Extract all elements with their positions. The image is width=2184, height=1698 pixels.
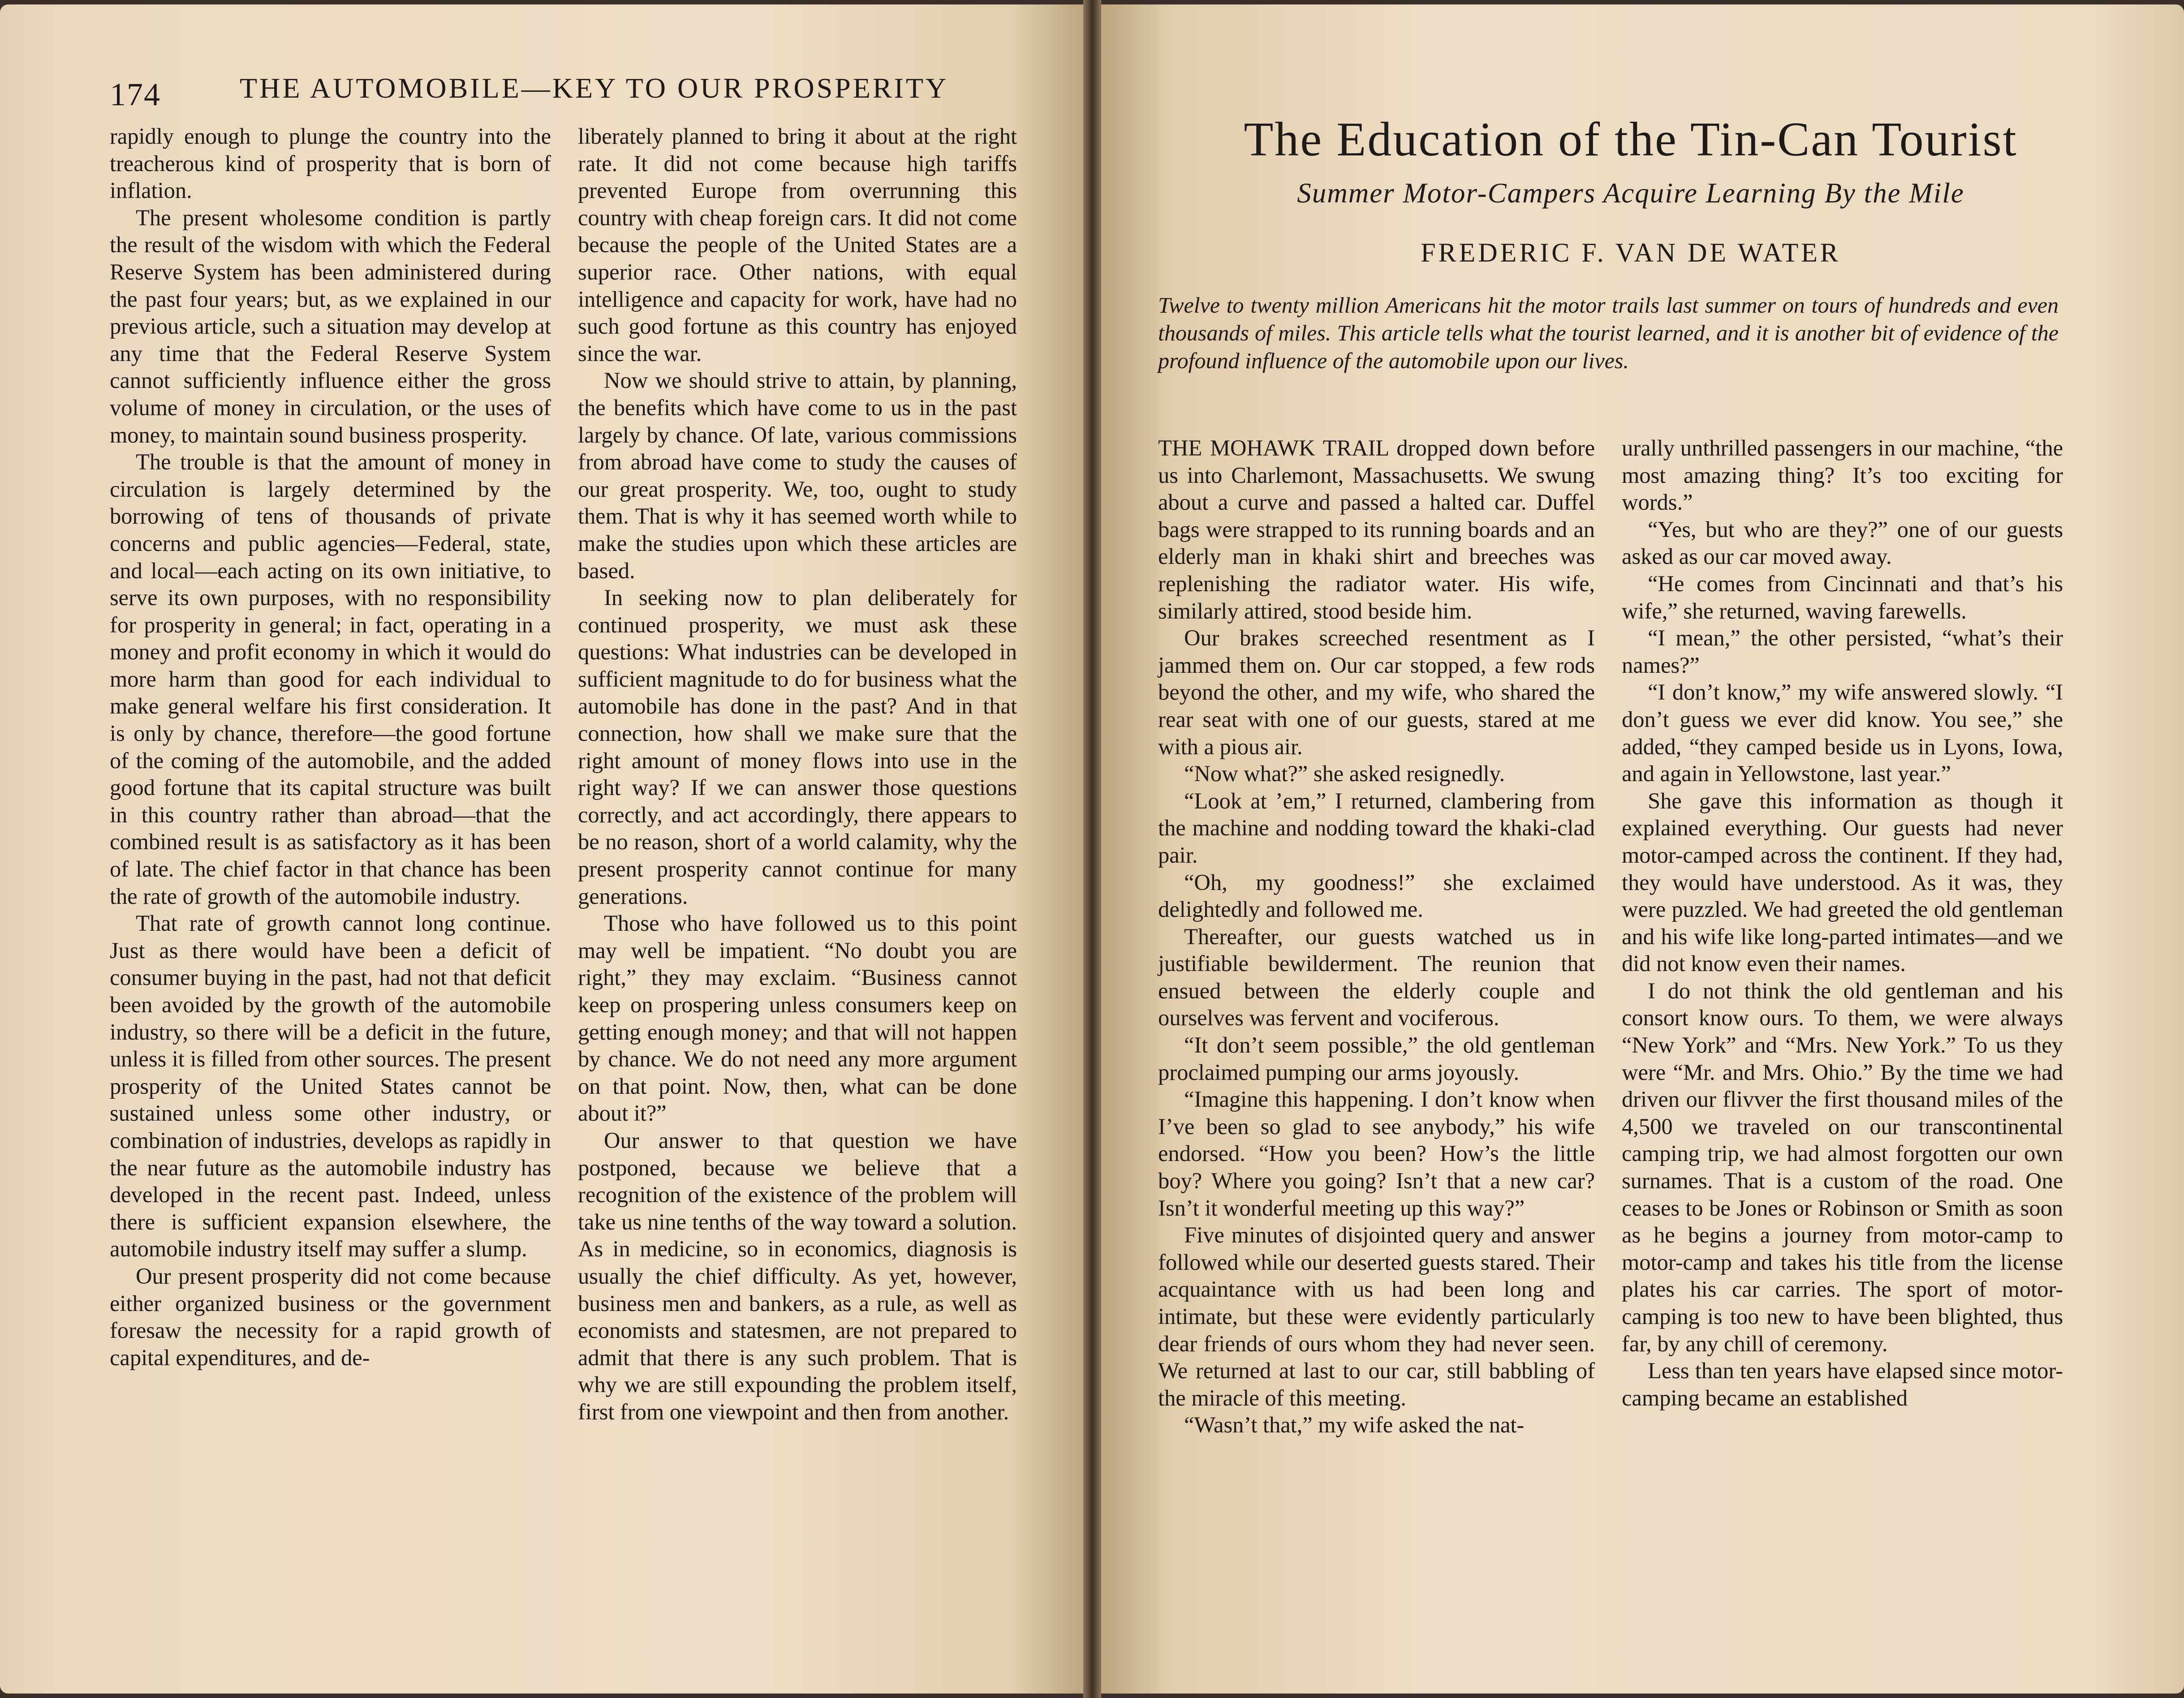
paragraph: “It don’t seem possible,” the old gentleman proclaimed pumping our arms joyously. bbox=[1158, 1032, 1595, 1085]
paragraph: rapidly enough to plunge the country into the treacherous kind of prosperity that is born of inflation. bbox=[110, 124, 551, 203]
running-head bbox=[110, 67, 1033, 116]
paragraph: “Now what?” she asked resignedly. bbox=[1184, 761, 1505, 787]
paragraph: “Oh, my goodness!” she exclaimed delightedly and followed me. bbox=[1158, 869, 1595, 922]
left-column-2 bbox=[578, 123, 1017, 1426]
paragraph: I do not think the old gentleman and his consort know ours. To them, we were always “New York” and “Mrs. New York.” To us they were “Mr. and Mrs. Ohio.” By the time we had driven our flivver the first thousand miles of the 4,500 we traveled on our transcontinental camping trip, we had almost forgotten our own surnames. That is a custom of the road. One ceases to be Jones or Robinson or Smith as soon as he begins a journey from motor-camp to motor-camp and takes his title from the license plates his car carries. The sport of motor-camping is too new to have been blighted, thus far, by any chill of ceremony. bbox=[1622, 978, 2063, 1356]
page-number: 174 bbox=[110, 77, 161, 112]
paragraph: Our brakes screeched resentment as I jammed them on. Our car stopped, a few rods beyond the other, and my wife, who shared the rear seat with one of our guests, stared at me with a pious air. bbox=[1158, 625, 1595, 759]
left-column-1 bbox=[110, 123, 551, 1371]
article-dek: Twelve to twenty million Americans hit the motor trails last summer on tours of hundreds and even thousands of miles. This article tells what the tourist learned, and it is another bit of evidence of the profound influence of the automobile upon our lives. bbox=[1158, 292, 2059, 373]
right-column-1 bbox=[1158, 434, 1595, 1439]
paragraph: liberately planned to bring it about at the right rate. It did not come because high tariffs prevented Europe from overrunning this country with cheap foreign cars. It did not come because the people of the United States are a superior race. Other nations, with equal intelligence and capacity for work, have had no such good fortune as this country has enjoyed since the war. bbox=[578, 124, 1017, 366]
paragraph: The trouble is that the amount of money in circulation is largely determined by the borrowing of tens of thousands of private concerns and public agencies—Federal, state, and local—each acting on its own initiative, to serve its own purposes, with no responsibility for prosperity in general; in fact, operating in a money and profit economy in which it would do more harm than good for each individual to make general welfare his first consideration. It is only by chance, therefore—the good fortune of the coming of the automobile, and the added good fortune that its capital structure was built in this country rather than abroad—that the combined result is as satisfactory as it has been of late. The chief factor in that chance has been the rate of growth of the automobile industry. bbox=[110, 449, 551, 909]
paragraph: urally unthrilled passengers in our machine, “the most amazing thing? It’s too exciting for words.” bbox=[1622, 435, 2063, 515]
paragraph: Our present prosperity did not come because either organized business or the government foresaw the necessity for a rapid growth of capital expenditures, and de- bbox=[110, 1263, 551, 1370]
paragraph: That rate of growth cannot long continue. Just as there would have been a deficit of consumer buying in the past, had not that deficit been avoided by the growth of the automobile industry, so there will be a deficit in the future, unless it is filled from other sources. The present prosperity of the United States cannot be sustained unless some other industry, or combination of industries, develops as rapidly in the near future as the automobile industry has developed in the recent past. Indeed, unless there is sufficient expansion elsewhere, the automobile industry itself may suffer a slump. bbox=[110, 911, 551, 1262]
paragraph: Less than ten years have elapsed since motor-camping became an established bbox=[1622, 1358, 2063, 1410]
paragraph: “Wasn’t that,” my wife asked the nat- bbox=[1184, 1412, 1525, 1438]
paragraph: Those who have followed us to this point may well be impatient. “No doubt you are right,” they may exclaim. “Business cannot keep on prospering unless consumers keep on getting enough money; and that will not happen by chance. We do not need any more argument on that point. Now, then, what can be done about it?” bbox=[578, 911, 1017, 1126]
paragraph: “I mean,” the other persisted, “what’s their names?” bbox=[1622, 625, 2063, 678]
paragraph: Thereafter, our guests watched us in justifiable bewilderment. The reunion that ensued between the elderly couple and ourselves was fervent and vociferous. bbox=[1158, 924, 1595, 1031]
book-gutter bbox=[1083, 0, 1101, 1698]
paragraph: Five minutes of disjointed query and answer followed while our deserted guests stared. Their acquaintance with us had been long and intimate, but these were evidently particularly dear friends of ours whom they had never seen. We returned at last to our car, still babbling of the miracle of this meeting. bbox=[1158, 1222, 1595, 1410]
running-head-title: THE AUTOMOBILE—KEY TO OUR PROSPERITY bbox=[240, 72, 949, 104]
paragraph: In seeking now to plan deliberately for continued prosperity, we must ask these questions: What industries can be developed in sufficient magnitude to do for business what the automobile has done in the past? And in that connection, how shall we make sure that the right amount of money flows into use in the right way? If we can answer those questions correctly, and act accordingly, there appears to be no reason, short of a world calamity, why the present prosperity cannot continue for many generations. bbox=[578, 585, 1017, 909]
left-page bbox=[0, 4, 1089, 1694]
right-column-2 bbox=[1622, 434, 2063, 1411]
article-subtitle: Summer Motor-Campers Acquire Learning By the Mile bbox=[1297, 177, 1964, 209]
article-title: The Education of the Tin-Can Tourist bbox=[1244, 113, 2018, 166]
paragraph: Our answer to that question we have postponed, because we believe that a recognition of the existence of the problem will take us nine tenths of the way toward a solution. As in medicine, so in economics, diagnosis is usually the chief difficulty. As yet, however, business men and bankers, as a rule, as well as economists and statesmen, are not prepared to admit that there is any such problem. That is why we are still expounding the problem itself, first from one viewpoint and then from another. bbox=[578, 1127, 1017, 1424]
paragraph: “Look at ’em,” I returned, clambering from the machine and nodding toward the khaki-clad pair. bbox=[1158, 788, 1595, 868]
paragraph: “Yes, but who are they?” one of our guests asked as our car moved away. bbox=[1622, 516, 2063, 569]
paragraph: “Imagine this happening. I don’t know when I’ve been so glad to see anybody,” his wife endorsed. “How you been? How’s the little boy? Where you going? Isn’t that a new car? Isn’t it wonderful meeting up this way?” bbox=[1158, 1087, 1595, 1221]
paragraph: “I don’t know,” my wife answered slowly. “I don’t guess we ever did know. You see,” she added, “they camped beside us in Lyons, Iowa, and again in Yellowstone, last year.” bbox=[1622, 679, 2063, 787]
paragraph: “He comes from Cincinnati and that’s his wife,” she returned, waving farewells. bbox=[1622, 571, 2063, 623]
paragraph: Now we should strive to attain, by planning, the benefits which have come to us in the past largely by chance. Of late, various commissions from abroad have come to study the causes of our great prosperity. We, too, ought to study them. That is why it has seemed worth while to make the studies upon which these articles are based. bbox=[578, 368, 1017, 583]
paragraph: The present wholesome condition is partly the result of the wisdom with which the Federal Reserve System has been administered during the past four years; but, as we explained in our previous article, such a situation may develop at any time that the Federal Reserve System cannot sufficiently influence either the gross volume of money in circulation, or the uses of money, to maintain sound business prosperity. bbox=[110, 205, 551, 447]
paragraph: THE MOHAWK TRAIL dropped down before us into Charlemont, Massachusetts. We swung about a curve and passed a halted car. Duffel bags were strapped to its running boards and an elderly man in khaki shirt and breeches was replenishing the radiator water. His wife, similarly attired, stood beside him. bbox=[1158, 435, 1595, 623]
article-author: FREDERIC F. VAN DE WATER bbox=[1421, 238, 1841, 267]
paragraph: She gave this information as though it explained everything. Our guests had never motor-camped across the continent. If they had, they would have understood. As it was, they were puzzled. We had greeted the old gentleman and his wife like long-parted intimates—and we did not know even their names. bbox=[1622, 788, 2063, 976]
